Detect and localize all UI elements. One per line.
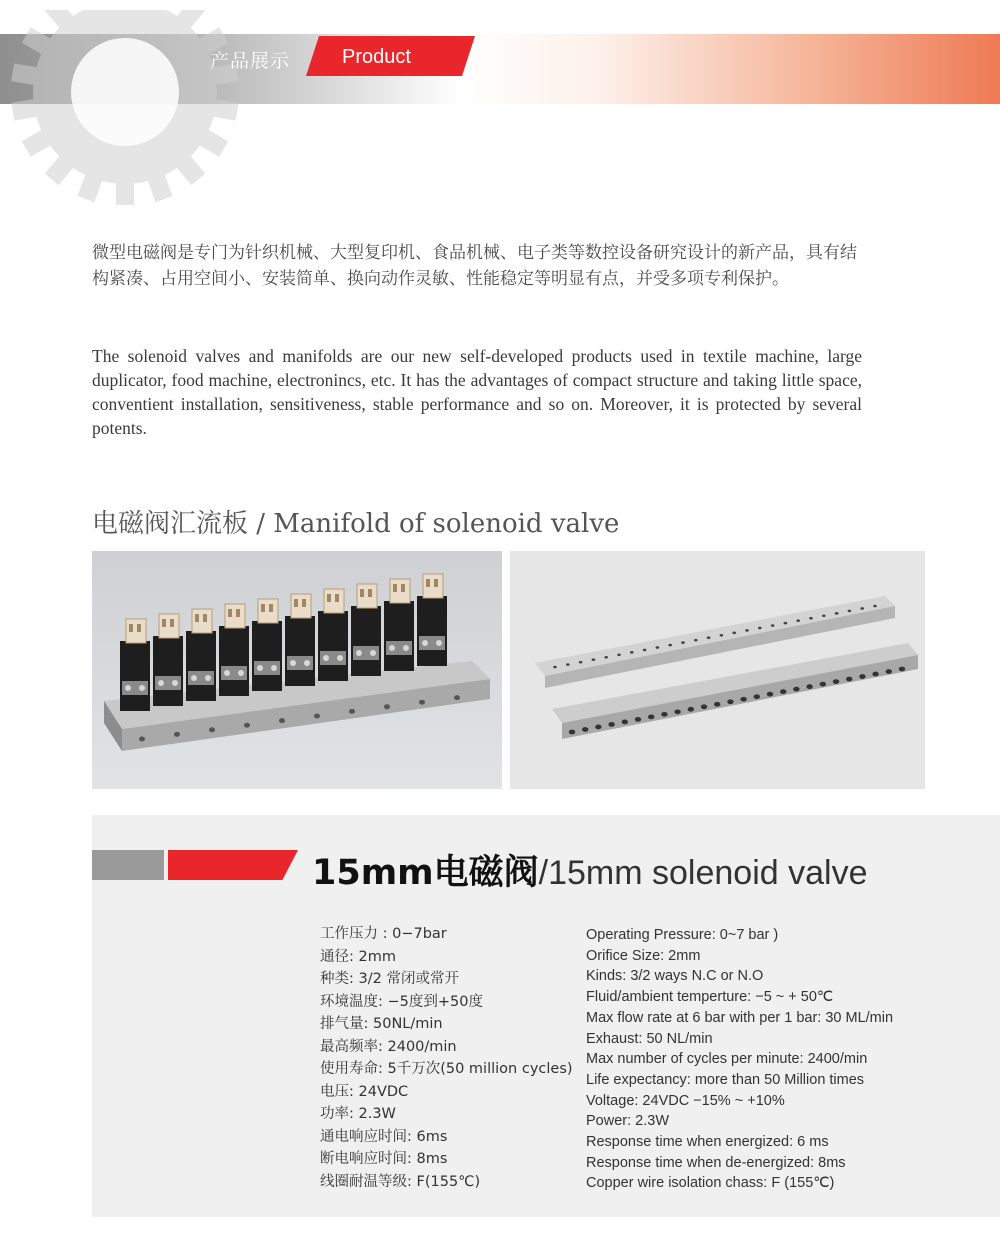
spec-row-cn: 种类: 3/2 常闭或常开: [320, 971, 459, 987]
spec-list-en: [586, 925, 986, 1194]
spec-row-cn: 最高频率: 2400/min: [320, 1038, 457, 1055]
spec-row-cn: 排气量: 50NL/min: [320, 1016, 443, 1032]
intro-text-cn: 微型电磁阀是专门为针织机械、大型复印机、食品机械、电子类等数控设备研究设计的新产品，具有结构紧凑、占用空间小、安装简单、换向动作灵敏、性能稳定等明显有点，并受多项专利保护。: [92, 243, 857, 289]
spec-row-cn: 断电响应时间: 8ms: [320, 1151, 448, 1167]
spec-row-cn: 工作压力 : 0−7bar: [320, 926, 447, 942]
spec-row-en: Power: 2.3W: [586, 1113, 669, 1130]
manifold-photo-bars: [510, 551, 925, 789]
spec-row-en: Voltage: 24VDC −15% ~ +10%: [586, 1092, 785, 1109]
valve-title-separator: /: [538, 854, 549, 892]
spec-row-cn: 功率: 2.3W: [320, 1106, 396, 1122]
spec-row-en: Response time when de-energized: 8ms: [586, 1154, 846, 1171]
spec-row-cn: 通径: 2mm: [320, 948, 396, 965]
spec-row-cn: 使用寿命: 5千万次(50 million cycles): [320, 1061, 573, 1077]
spec-row-en: Max flow rate at 6 bar with per 1 bar: 30 ML/min: [586, 1009, 894, 1026]
spec-row-en: Exhaust: 50 NL/min: [586, 1030, 713, 1047]
spec-list-cn: [320, 923, 573, 1193]
spec-row-en: Life expectancy: more than 50 Million times: [586, 1071, 865, 1088]
valve-title-red-bar: [168, 850, 298, 880]
spec-row-en: Operating Pressure: 0~7 bar ): [586, 927, 779, 943]
spec-row-en: Max number of cycles per minute: 2400/min: [586, 1051, 868, 1068]
spec-row-cn: 环境温度: −5度到+50度: [320, 993, 483, 1010]
valve-title-cn: 15mm电磁阀: [312, 853, 539, 893]
manifold-photo-valves: [92, 551, 502, 789]
valve-title-gray-bar: [92, 850, 164, 880]
spec-row-en: Kinds: 3/2 ways N.C or N.O: [586, 968, 764, 985]
spec-row-en: Orifice Size: 2mm: [586, 947, 701, 964]
spec-row-en: Fluid/ambient temperture: −5 ~ + 50℃: [586, 989, 834, 1006]
intro-text-en: The solenoid valves and manifolds are our new self-developed products used in textile machine, large duplicator, food machine, electronincs, etc. It has the advantages of compact structure and taking little space, conventient installation, sensitiveness, stable performance and so on. Moreover, it is protected by several potents.: [92, 346, 862, 438]
gear-icon: [0, 10, 270, 205]
spec-row-en: Copper wire isolation chass: F (155℃): [586, 1175, 835, 1192]
spec-row-cn: 通电响应时间: 6ms: [320, 1128, 448, 1145]
manifold-section-title: 电磁阀汇流板 / Manifold of solenoid valve: [92, 509, 620, 539]
spec-row-en: Response time when energized: 6 ms: [586, 1134, 829, 1151]
valve-title-en: 15mm solenoid valve: [548, 854, 868, 892]
spec-row-cn: 电压: 24VDC: [320, 1083, 409, 1100]
header-title-cn: 产品展示: [210, 50, 291, 72]
spec-row-cn: 线圈耐温等级: F(155℃): [320, 1173, 481, 1190]
valve-section-title: [312, 845, 868, 895]
header-title-en: Product: [342, 46, 411, 68]
